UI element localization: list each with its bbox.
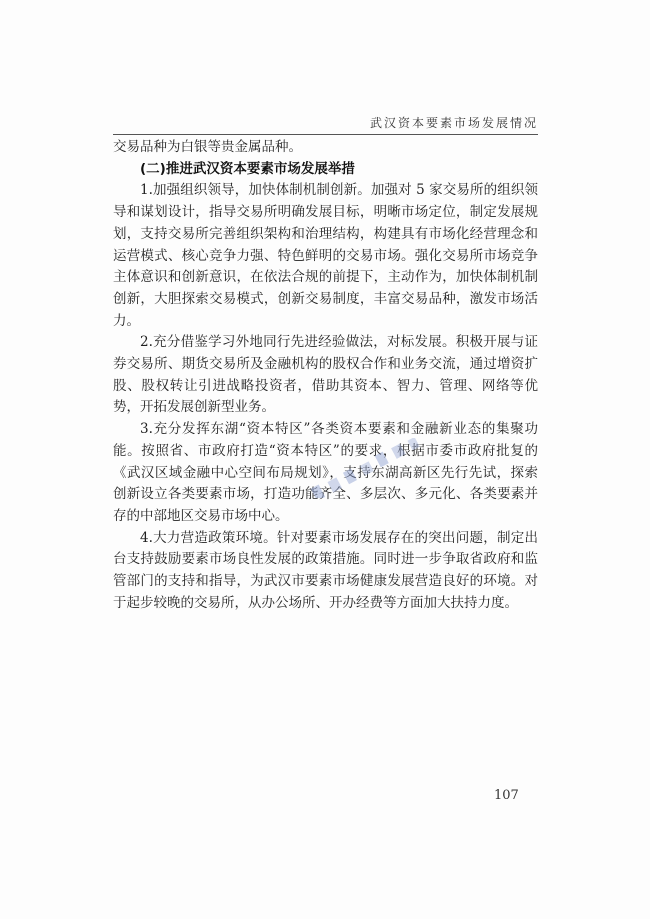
paragraph-3: 3.充分发挥东湖“资本特区”各类资本要素和金融新业态的集聚功能。按照省、市政府打造“资本特区”的要求，根据市委市政府批复的《武汉区域金融中心空间布局规划》，支持东湖高新区先行先试，探索创新设立各类要素市场，打造功能齐全、多层次、多元化、各类要素并存的中部地区交易市场中心。 bbox=[113, 421, 538, 524]
running-head-title: 武汉资本要素市场发展情况 bbox=[369, 116, 538, 130]
paragraph-1: 1.加强组织领导，加快体制机制创新。加强对 5 家交易所的组织领导和谋划设计，指导交易所明确发展目标，明晰市场定位，制定发展规划，支持交易所完善组织架构和治理结构，构建具有市场化经营理念和运营模式、核心竞争力强、特色鲜明的交易市场。强化交易所市场竞争主体意识和创新意识，在依法合规的前提下，主动作为，加快体制机制创新，大胆探索交易模式，创新交易制度，丰富交易品种，激发市场活力。 bbox=[113, 182, 538, 329]
header-rule bbox=[113, 134, 538, 135]
paragraph-2: 2.充分借鉴学习外地同行先进经验做法，对标发展。积极开展与证券交易所、期货交易所及金融机构的股权合作和业务交流，通过增资扩股、股权转让引进战略投资者，借助其资本、智力、管理、网络等优势，开拓发展创新型业务。 bbox=[113, 334, 538, 416]
body-text bbox=[113, 137, 538, 614]
page-number: 107 bbox=[494, 788, 519, 803]
lead-line: 交易品种为白银等贵金属品种。 bbox=[113, 139, 302, 155]
paragraph-4: 4.大力营造政策环境。针对要素市场发展存在的突出问题，制定出台支持鼓励要素市场良性发展的政策措施。同时进一步争取省政府和监管部门的支持和指导，为武汉市要素市场健康发展营造良好的环境。对于起步较晚的交易所，从办公场所、开办经费等方面加大扶持力度。 bbox=[113, 529, 538, 611]
section-heading: (二)推进武汉资本要素市场发展举措 bbox=[140, 160, 355, 177]
